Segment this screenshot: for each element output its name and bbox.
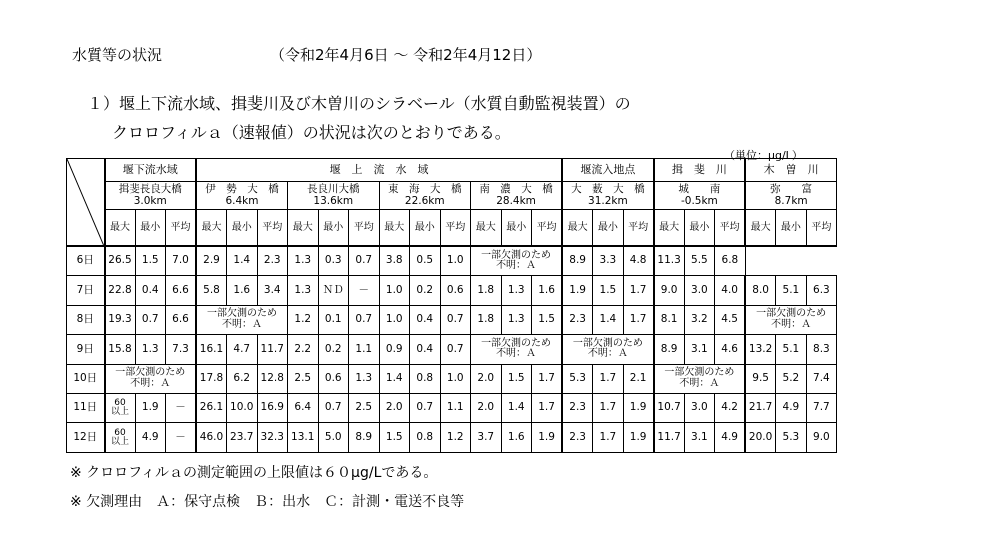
value-cell: 1.7 [593,393,624,422]
value-cell: 1.5 [501,364,532,393]
value-cell: 1.7 [623,305,654,334]
value-cell: 7.7 [806,393,837,422]
stat-label-header: 最小 [776,210,807,247]
value-cell: 4.0 [715,276,746,305]
value-cell: 1.4 [501,393,532,422]
stat-label-header: 平均 [806,210,837,247]
value-cell: 0.7 [410,393,441,422]
intro-line-2: クロロフィルａ（速報値）の状況は次のとおりである。 [112,123,511,142]
stat-label-header: 平均 [440,210,471,247]
value-cell: 1.4 [227,246,258,276]
intro-line-1: １）堰上下流水域、揖斐川及び木曽川のシラベール（水質自動監視装置）の [87,94,631,113]
value-cell: 1.4 [379,364,410,393]
value-cell: 2.9 [196,246,227,276]
value-cell: 8.0 [745,276,776,305]
missing-data-cell: 一部欠測のため 不明：Ａ [196,305,288,334]
value-cell: 8.9 [654,335,685,364]
value-cell: 1.3 [288,246,319,276]
value-cell: 0.2 [318,335,349,364]
station-header: 揖斐長良大橋 3.0km [105,182,197,210]
value-cell: 5.0 [318,423,349,452]
stat-label-header: 最大 [654,210,685,247]
value-cell: 6.4 [288,393,319,422]
stat-label-header: 最小 [227,210,258,247]
value-cell: 4.6 [715,335,746,364]
page-heading: 水質等の状況 [72,46,163,64]
value-cell: 0.7 [440,335,471,364]
value-cell: 20.0 [745,423,776,452]
value-cell: 1.3 [501,276,532,305]
value-cell: 1.0 [379,305,410,334]
value-cell: 2.2 [288,335,319,364]
value-cell: 7.3 [166,335,197,364]
value-cell: 1.9 [532,423,563,452]
value-cell: 1.3 [501,305,532,334]
value-cell: 19.3 [105,305,136,334]
table-row [67,246,837,276]
missing-data-cell: 一部欠測のため 不明：Ａ [471,335,563,364]
missing-data-cell: 一部欠測のため 不明：Ａ [745,305,837,334]
value-cell: 0.8 [410,423,441,452]
value-cell: 0.1 [318,305,349,334]
value-cell: 6.3 [806,276,837,305]
value-cell: 6.6 [166,305,197,334]
value-cell: 11.3 [654,246,685,276]
value-cell: 13.1 [288,423,319,452]
value-cell: － [166,393,197,422]
value-cell: 1.7 [623,276,654,305]
value-cell: 0.7 [318,393,349,422]
chlorophyll-table [66,158,837,453]
value-cell: 1.6 [227,276,258,305]
table-row [67,276,837,305]
stat-label-header: 最大 [379,210,410,247]
row-day-label: 6日 [67,246,105,276]
station-header: 東 海 大 橋 22.6km [379,182,471,210]
value-cell: 2.3 [562,423,593,452]
value-cell: 6.8 [715,246,746,276]
value-cell: 1.1 [440,393,471,422]
value-cell: 10.7 [654,393,685,422]
group-header-inflow: 堰流入地点 [562,159,654,182]
value-cell: 60 以上 [105,393,136,422]
table-row [67,423,837,452]
value-cell: 6.2 [227,364,258,393]
value-cell: 3.8 [379,246,410,276]
stat-label-header: 最大 [745,210,776,247]
value-cell: 1.6 [501,423,532,452]
value-cell: 10.0 [227,393,258,422]
value-cell: 2.0 [471,393,502,422]
value-cell: 6.6 [166,276,197,305]
corner-diagonal [67,159,104,245]
value-cell: 2.5 [288,364,319,393]
value-cell: 46.0 [196,423,227,452]
value-cell: 13.2 [745,335,776,364]
value-cell: 0.7 [440,305,471,334]
value-cell: 8.1 [654,305,685,334]
value-cell: 0.4 [410,335,441,364]
value-cell: 1.9 [623,423,654,452]
value-cell: 1.8 [471,305,502,334]
stat-label-header: 最小 [593,210,624,247]
stat-label-header: 平均 [349,210,380,247]
value-cell: 16.1 [196,335,227,364]
value-cell: 11.7 [654,423,685,452]
stat-label-header: 最小 [135,210,166,247]
value-cell: 1.9 [562,276,593,305]
value-cell: 1.5 [532,305,563,334]
value-cell: 0.7 [349,246,380,276]
table-corner-cell [67,159,105,247]
value-cell: 1.2 [440,423,471,452]
table-row [67,364,837,393]
row-day-label: 11日 [67,393,105,422]
value-cell: 5.3 [562,364,593,393]
value-cell: 4.7 [227,335,258,364]
station-header: 伊 勢 大 橋 6.4km [196,182,288,210]
stat-label-header: 最大 [196,210,227,247]
value-cell: 1.6 [532,276,563,305]
value-cell: 2.3 [562,393,593,422]
value-cell: 3.2 [684,305,715,334]
stat-label-header: 最小 [501,210,532,247]
missing-data-cell: 一部欠測のため 不明：Ａ [105,364,197,393]
value-cell: 5.5 [684,246,715,276]
station-header: 大 薮 大 橋 31.2km [562,182,654,210]
value-cell: 2.0 [471,364,502,393]
value-cell: 5.1 [776,276,807,305]
value-cell: 2.1 [623,364,654,393]
value-cell: 0.6 [440,276,471,305]
value-cell: 1.9 [135,393,166,422]
value-cell: 3.3 [593,246,624,276]
stat-label-header: 最大 [562,210,593,247]
value-cell: 5.1 [776,335,807,364]
value-cell: 11.7 [257,335,288,364]
value-cell: 26.5 [105,246,136,276]
station-header: 長良川大橋 13.6km [288,182,380,210]
group-header-kiso-river: 木 曽 川 [745,159,837,182]
value-cell: 4.9 [776,393,807,422]
value-cell: 1.7 [532,364,563,393]
stat-label-header: 最小 [410,210,441,247]
value-cell: 60 以上 [105,423,136,452]
value-cell: 2.3 [257,246,288,276]
value-cell: 4.5 [715,305,746,334]
stat-label-header: 最大 [288,210,319,247]
value-cell: 1.2 [288,305,319,334]
value-cell: 5.8 [196,276,227,305]
period-range: （令和2年4月6日 ～ 令和2年4月12日） [270,46,542,64]
value-cell: 1.4 [593,305,624,334]
note-missing-reasons: ※ 欠測理由 Ａ：保守点検 Ｂ：出水 Ｃ：計測・電送不良等 [70,494,465,510]
value-cell: － [166,423,197,452]
value-cell: 8.9 [349,423,380,452]
value-cell: 3.4 [257,276,288,305]
value-cell: 4.9 [135,423,166,452]
value-cell: 9.0 [806,423,837,452]
value-cell: 0.5 [410,246,441,276]
stat-label-header: 最小 [318,210,349,247]
table-row [67,335,837,364]
value-cell: 1.1 [349,335,380,364]
value-cell: 1.0 [379,276,410,305]
value-cell: 7.0 [166,246,197,276]
value-cell: ＮＤ [318,276,349,305]
value-cell: 1.0 [440,364,471,393]
value-cell: 8.3 [806,335,837,364]
value-cell: 3.7 [471,423,502,452]
value-cell: 12.8 [257,364,288,393]
group-header-downstream: 堰下流水域 [105,159,197,182]
value-cell: 1.9 [623,393,654,422]
value-cell: 0.7 [135,305,166,334]
row-day-label: 8日 [67,305,105,334]
value-cell: 0.4 [410,305,441,334]
station-header: 弥 富 8.7km [745,182,837,210]
value-cell: － [349,276,380,305]
value-cell: 1.8 [471,276,502,305]
value-cell: 15.8 [105,335,136,364]
stat-label-header: 平均 [715,210,746,247]
value-cell: 3.1 [684,423,715,452]
station-header: 南 濃 大 橋 28.4km [471,182,563,210]
value-cell: 2.0 [379,393,410,422]
row-day-label: 12日 [67,423,105,452]
value-cell: 2.5 [349,393,380,422]
value-cell: 4.9 [715,423,746,452]
value-cell: 4.2 [715,393,746,422]
value-cell: 22.8 [105,276,136,305]
value-cell: 0.9 [379,335,410,364]
value-cell: 3.1 [684,335,715,364]
missing-data-cell: 一部欠測のため 不明：Ａ [471,246,563,276]
value-cell: 1.3 [135,335,166,364]
value-cell: 0.3 [318,246,349,276]
stat-label-header: 最大 [105,210,136,247]
table-row [67,305,837,334]
value-cell: 26.1 [196,393,227,422]
value-cell: 1.5 [379,423,410,452]
row-day-label: 7日 [67,276,105,305]
value-cell: 16.9 [257,393,288,422]
value-cell: 5.2 [776,364,807,393]
value-cell: 4.8 [623,246,654,276]
stat-label-header: 平均 [257,210,288,247]
unit-label: （単位：μg/L） [724,149,803,162]
value-cell: 9.5 [745,364,776,393]
value-cell: 0.7 [349,305,380,334]
value-cell: 1.7 [532,393,563,422]
value-cell: 17.8 [196,364,227,393]
value-cell: 1.0 [440,246,471,276]
stat-label-header: 平均 [166,210,197,247]
group-header-ibi-river: 揖 斐 川 [654,159,746,182]
value-cell: 0.6 [318,364,349,393]
value-cell: 1.3 [288,276,319,305]
value-cell: 21.7 [745,393,776,422]
value-cell: 32.3 [257,423,288,452]
value-cell: 0.4 [135,276,166,305]
value-cell: 3.0 [684,276,715,305]
stat-label-header: 最小 [684,210,715,247]
value-cell: 0.8 [410,364,441,393]
value-cell: 23.7 [227,423,258,452]
value-cell: 1.5 [135,246,166,276]
value-cell: 3.0 [684,393,715,422]
table-row [67,393,837,422]
station-header: 城 南 -0.5km [654,182,746,210]
value-cell: 7.4 [806,364,837,393]
missing-data-cell: 一部欠測のため 不明：Ａ [562,335,654,364]
value-cell: 2.3 [562,305,593,334]
row-day-label: 10日 [67,364,105,393]
stat-label-header: 最大 [471,210,502,247]
note-measurement-limit: ※ クロロフィルａの測定範囲の上限値は６０μg/Lである。 [70,465,438,481]
group-header-upstream: 堰 上 流 水 域 [196,159,562,182]
value-cell: 1.3 [349,364,380,393]
value-cell: 1.7 [593,423,624,452]
stat-label-header: 平均 [532,210,563,247]
value-cell: 5.3 [776,423,807,452]
value-cell: 0.2 [410,276,441,305]
value-cell: 9.0 [654,276,685,305]
value-cell: 1.5 [593,276,624,305]
row-day-label: 9日 [67,335,105,364]
stat-label-header: 平均 [623,210,654,247]
value-cell: 1.7 [593,364,624,393]
value-cell: 8.9 [562,246,593,276]
missing-data-cell: 一部欠測のため 不明：Ａ [654,364,746,393]
